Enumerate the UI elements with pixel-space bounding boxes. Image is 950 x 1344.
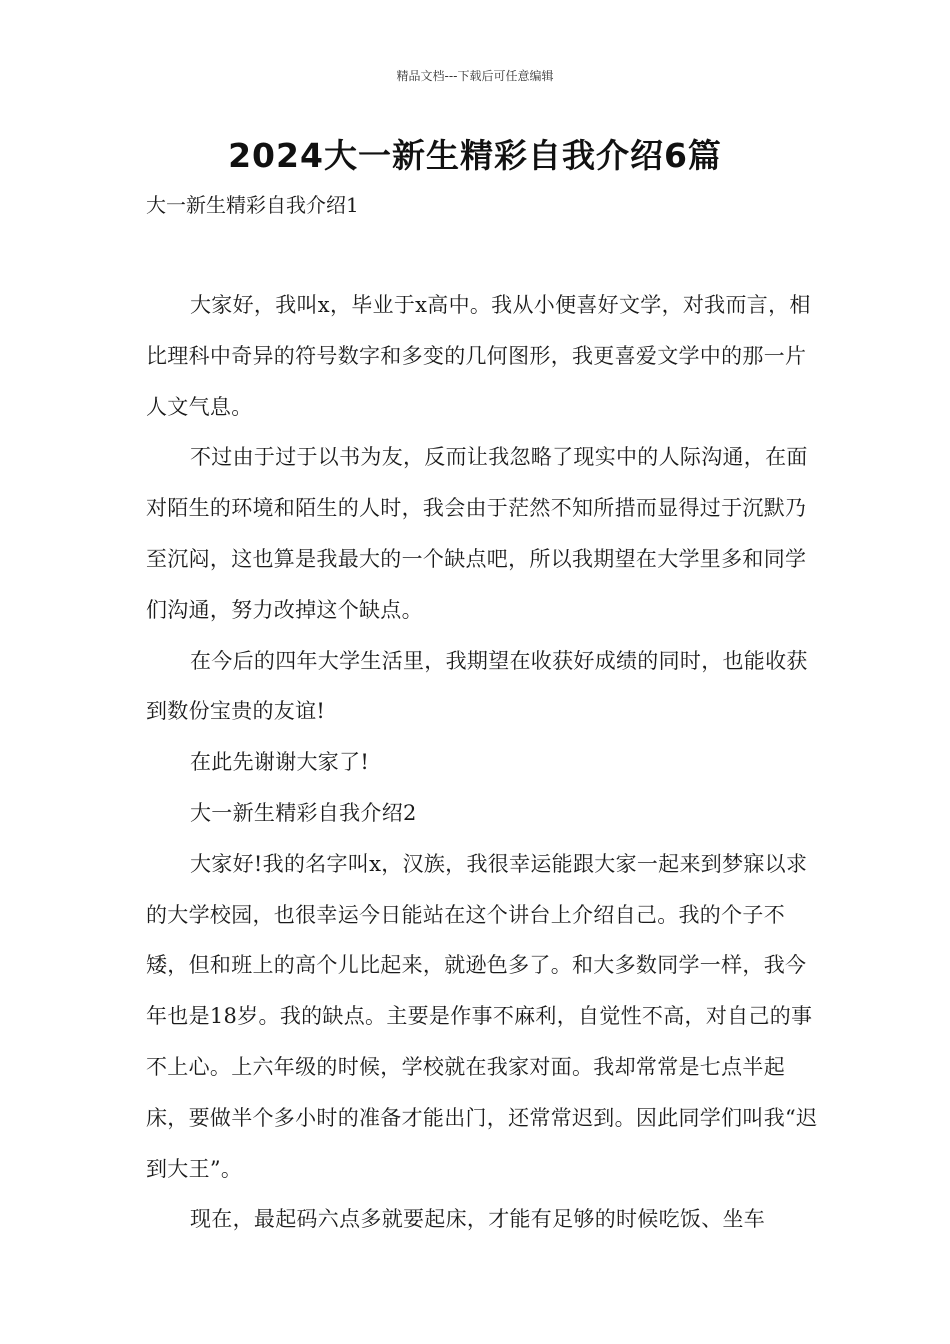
document-title: 2024大一新生精彩自我介绍6篇 xyxy=(228,136,722,175)
section-heading-1: 大一新生精彩自我介绍1 xyxy=(146,193,359,217)
paragraph-1: 大家好，我叫x，毕业于x高中。我从小便喜好文学，对我而言，相比理科中奇异的符号数字和多变的几何图形，我更喜爱文学中的那一片人文气息。 xyxy=(146,293,811,419)
paragraph-5: 大家好!我的名字叫x，汉族，我很幸运能跟大家一起来到梦寐以求的大学校园，也很幸运今日能站在这个讲台上介绍自己。我的个子不矮，但和班上的高个儿比起来，就逊色多了。和大多数同学一样，我今年也是18岁。我的缺点。主要是作事不麻利，自觉性不高，对自己的事不上心。上六年级的时候，学校就在我家对面。我却常常是七点半起床，要做半个多小时的准备才能出门，还常常迟到。因此同学们叫我“迟到大王”。 xyxy=(146,851,818,1181)
body-text xyxy=(146,280,826,1245)
header-note: 精品文档---下载后可任意编辑 xyxy=(396,69,554,83)
paragraph-3: 在今后的四年大学生活里，我期望在收获好成绩的同时，也能收获到数份宝贵的友谊! xyxy=(146,648,808,724)
paragraph-2: 不过由于过于以书为友，反而让我忽略了现实中的人际沟通，在面对陌生的环境和陌生的人时，我会由于茫然不知所措而显得过于沉默乃至沉闷，这也算是我最大的一个缺点吧，所以我期望在大学里多和同学们沟通，努力改掉这个缺点。 xyxy=(146,445,808,622)
paragraph-4: 在此先谢谢大家了! xyxy=(190,750,370,775)
paragraph-6: 现在，最起码六点多就要起床，才能有足够的时候吃饭、坐车 xyxy=(190,1207,766,1232)
section-heading-2: 大一新生精彩自我介绍2 xyxy=(190,800,417,825)
